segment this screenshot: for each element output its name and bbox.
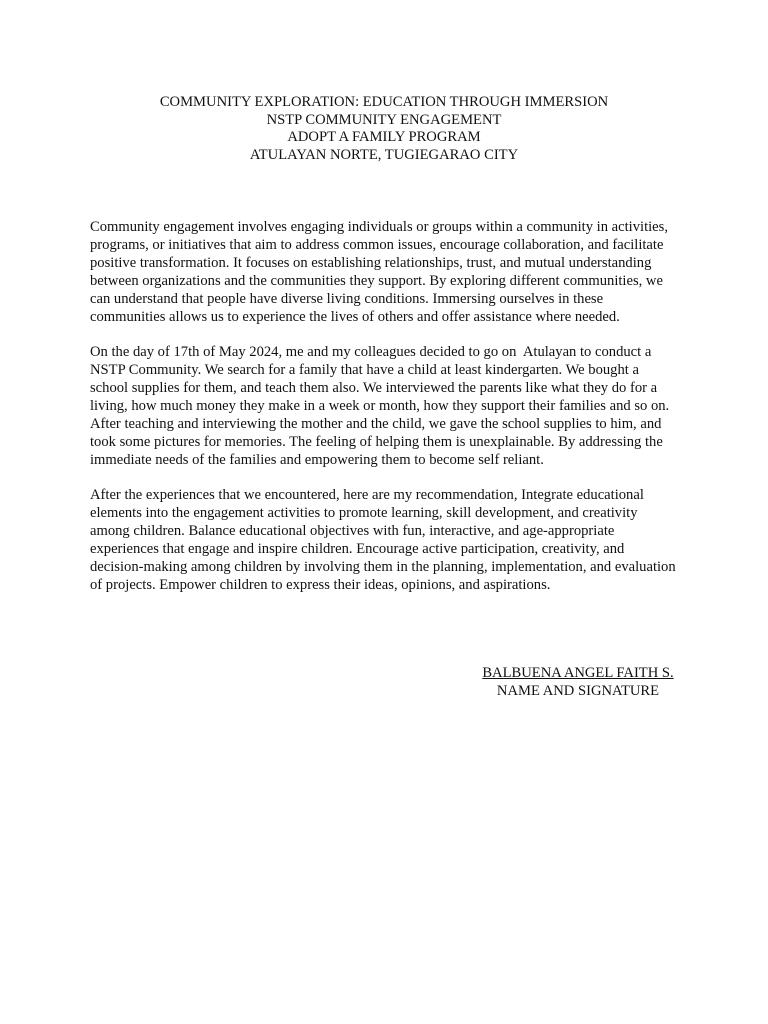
signature-caption: NAME AND SIGNATURE [496,683,660,699]
document-body [90,218,680,611]
paragraph-introduction: Community engagement involves engaging individuals or groups within a community in activities, programs, or initiatives that aim to address common issues, encourage collaboration, and facilitate positive transformation. It focuses on establishing relationships, trust, and mutual understanding between organizations and the communities they support. By exploring different communities, we can understand that people have diverse living conditions. Immersing ourselves in these communities allows us to experience the lives of others and offer assistance where needed. [90,219,672,325]
header-location: ATULAYAN NORTE, TUGIEGARAO CITY [249,146,519,163]
signature-block [470,664,686,700]
paragraph-recommendation: After the experiences that we encountered, here are my recommendation, Integrate educational elements into the engagement activities to promote learning, skill development, and creativity among children. Balance educational objectives with fun, interactive, and age-appropriate experiences that engage and inspire children. Encourage active participation, creativity, and decision-making among children by involving them in the planning, implementation, and evaluation of projects. Empower children to express their ideas, opinions, and aspirations. [90,487,680,593]
header-subtitle: NSTP COMMUNITY ENGAGEMENT [266,111,502,128]
paragraph-activity: On the day of 17th of May 2024, me and my colleagues decided to go on Atulayan to conduct a NSTP Community. We search for a family that have a child at least kindergarten. We bought a school supplies for them, and teach them also. We interviewed the parents like what they do for a living, how much money they make in a week or month, how they support their families and so on. After teaching and interviewing the mother and the child, we gave the school supplies to him, and took some pictures for memories. The feeling of helping them is unexplainable. By addressing the immediate needs of the families and empowering them to become self reliant. [90,344,673,468]
header-title: COMMUNITY EXPLORATION: EDUCATION THROUGH IMMERSION [159,94,609,110]
document-header [0,94,768,164]
header-program: ADOPT A FAMILY PROGRAM [287,129,481,145]
signature-name: BALBUENA ANGEL FAITH S. [482,665,674,681]
